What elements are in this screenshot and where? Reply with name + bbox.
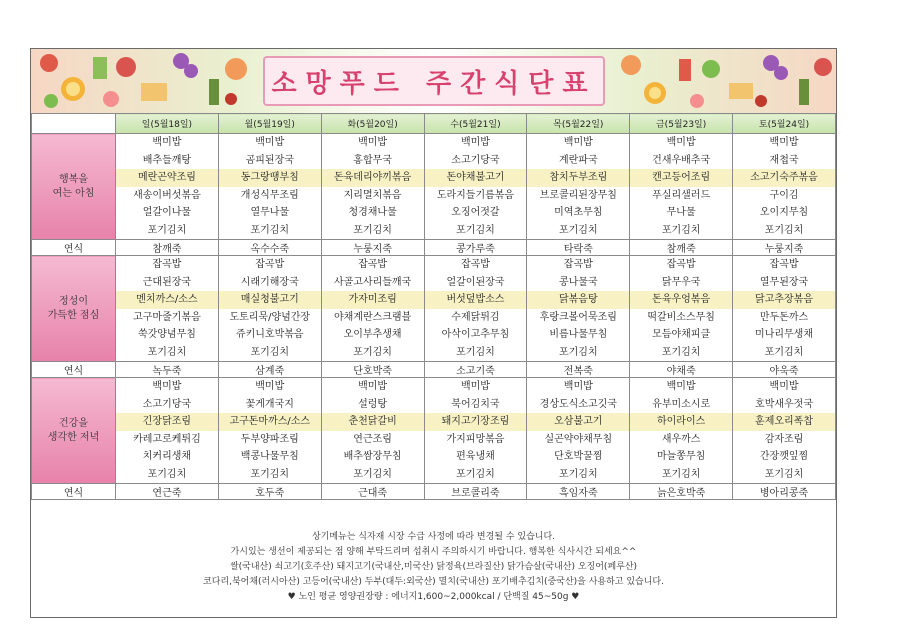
dish-item: 마늘쫑무침 <box>656 451 706 462</box>
soft-meal-item: 녹두죽 <box>116 362 219 378</box>
soft-meal-item: 병아리콩죽 <box>733 484 836 500</box>
dish-item: 포기김치 <box>353 468 392 480</box>
note-line: ♥ 노인 평균 영양권장량 : 에너지1,600~2,000kcal / 단백질 45~50g ♥ <box>287 592 580 602</box>
soft-meal-row <box>32 240 836 256</box>
dish-item: 고구돈마까스/소스 <box>219 413 321 431</box>
day-header: 일(5월18일) <box>116 114 219 134</box>
dish-item: 포기김치 <box>353 346 392 358</box>
dish-item: 닭고추장볶음 <box>733 291 835 309</box>
soft-meal-item: 브로콜리죽 <box>424 484 527 500</box>
dish-item: 백미밥 <box>563 137 593 148</box>
meal-cell <box>218 256 321 362</box>
meal-section-label <box>32 256 116 362</box>
dish-item: 모듬야채피클 <box>652 329 711 340</box>
dish-item: 잡곡밥 <box>460 259 490 270</box>
dish-item: 동그랑땡부침 <box>219 169 321 187</box>
meal-cell <box>321 134 424 240</box>
dish-item: 재첩국 <box>769 154 799 166</box>
dish-item: 백미밥 <box>460 137 490 148</box>
soft-meal-label: 연식 <box>32 240 116 256</box>
dish-item: 실곤약야채무침 <box>544 433 613 445</box>
dish-item: 설렁탕 <box>358 398 388 410</box>
dish-item: 포기김치 <box>147 346 187 358</box>
meal-cell <box>733 256 836 362</box>
dish-item: 춘천닭갈비 <box>322 413 424 431</box>
dish-item: 홍합무국 <box>353 154 392 166</box>
note-line: 상기메뉴는 식자재 시장 수급 사정에 따라 변경될 수 있습니다. <box>311 532 556 542</box>
dish-item: 도라지들기름볶음 <box>436 189 515 201</box>
dish-item: 호박새우젓국 <box>755 398 814 410</box>
dish-item: 백콩나물무침 <box>240 451 299 462</box>
dish-item: 오삼불고기 <box>527 413 629 431</box>
dish-item: 연근조림 <box>353 433 392 445</box>
header-corner <box>32 114 116 134</box>
meal-cell <box>630 134 733 240</box>
dish-item: 지리멸치볶음 <box>343 189 402 201</box>
dish-item: 가지피망볶음 <box>446 433 505 445</box>
section-label-line: 건강을 <box>59 417 88 429</box>
dish-item: 돈야채불고기 <box>425 169 527 187</box>
day-header-row <box>32 114 836 134</box>
dish-item: 가자미조림 <box>322 291 424 309</box>
dish-item: 콩나물국 <box>558 276 598 288</box>
dish-item: 도토리묵/양념간장 <box>229 311 311 323</box>
soft-meal-item: 야채죽 <box>630 362 733 378</box>
dish-item: 쥬키니호박볶음 <box>235 329 304 340</box>
dish-item: 포기김치 <box>147 468 187 480</box>
meal-cell <box>116 134 219 240</box>
dish-item: 청경채나물 <box>348 207 397 218</box>
dish-item: 백미밥 <box>769 137 799 148</box>
page-title: 소망푸드 주간식단표 <box>271 68 597 99</box>
dish-item: 오징어젓갈 <box>451 207 500 218</box>
dish-item: 닭무우국 <box>661 276 701 288</box>
dish-item: 브로콜리된장무침 <box>539 189 617 201</box>
menu-sheet <box>30 48 837 618</box>
dish-item: 무나물 <box>666 207 696 218</box>
dish-item: 포기김치 <box>661 468 701 480</box>
meal-cell <box>424 256 527 362</box>
dish-item: 감자조림 <box>764 433 804 445</box>
day-header: 목(5월22일) <box>527 114 630 134</box>
dish-item: 미역초무침 <box>554 207 603 218</box>
header-banner <box>31 49 836 113</box>
meal-cell <box>630 378 733 484</box>
soft-meal-row <box>32 484 836 500</box>
meal-cell <box>116 378 219 484</box>
soft-meal-label: 연식 <box>32 362 116 378</box>
dish-item: 북어김치국 <box>451 398 500 410</box>
dish-item: 근대된장국 <box>142 276 192 288</box>
dish-item: 포기김치 <box>456 468 495 480</box>
dish-item: 캔고등어조림 <box>630 169 732 187</box>
meal-cell <box>527 378 630 484</box>
soft-meal-item: 흑임자죽 <box>527 484 630 500</box>
day-header: 화(5월20일) <box>321 114 424 134</box>
dish-item: 백미밥 <box>460 381 490 392</box>
dish-item: 사골고사리들깨국 <box>333 276 412 288</box>
dish-item: 후랑크볼어묵조림 <box>539 311 617 323</box>
food-illustration-left <box>31 49 256 113</box>
meal-cell <box>116 256 219 362</box>
note-line: 코다리,북어채(러시아산) 고등어(국내산) 두부(대두:외국산) 멸치(국내산) 포기배추김치(중국산)을 사용하고 있습니다. <box>203 577 664 587</box>
title-box <box>263 56 605 106</box>
dish-item: 포기김치 <box>764 468 804 480</box>
dish-item: 구이김 <box>769 189 799 201</box>
dish-item: 백미밥 <box>152 137 182 148</box>
dish-item: 참치두부조림 <box>527 169 629 187</box>
dish-item: 얼갈이나물 <box>142 207 192 218</box>
meal-cell <box>527 134 630 240</box>
dish-item: 열무된장국 <box>759 276 809 288</box>
dish-item: 계란파국 <box>558 154 598 166</box>
dish-item: 돼지고기장조림 <box>425 413 527 431</box>
soft-meal-item: 전복죽 <box>527 362 630 378</box>
dish-item: 떡갈비소스무침 <box>647 311 715 323</box>
section-label-line: 생각한 저녁 <box>47 431 100 443</box>
soft-meal-item: 늙은호박죽 <box>630 484 733 500</box>
dish-item: 포기김치 <box>250 346 290 358</box>
soft-meal-label: 연식 <box>32 484 116 500</box>
dish-item: 유부미소시로 <box>652 398 711 410</box>
dish-item: 돈육우엉볶음 <box>630 291 732 309</box>
dish-item: 카레고로케튀김 <box>133 433 201 445</box>
dish-item: 버섯덮밥소스 <box>425 291 527 309</box>
dish-item: 긴장닭조림 <box>116 413 218 431</box>
dish-item: 오이지무침 <box>759 207 809 218</box>
weekly-menu-table <box>31 113 836 500</box>
section-label-line: 행복을 <box>59 173 88 185</box>
meal-section-label <box>32 134 116 240</box>
dish-item: 백미밥 <box>666 137 696 148</box>
dish-item: 잡곡밥 <box>563 259 593 270</box>
dish-item: 포기김치 <box>353 224 392 236</box>
dish-item: 편육냉채 <box>456 451 495 462</box>
soft-meal-item: 누룽지죽 <box>733 240 836 256</box>
dish-item: 만두돈까스 <box>759 311 809 323</box>
dish-item: 개성식무조림 <box>240 189 299 201</box>
dish-item: 단호박꿀찜 <box>554 451 603 462</box>
meal-cell <box>733 134 836 240</box>
dish-item: 아삭이고추무침 <box>441 329 510 340</box>
dish-item: 포기김치 <box>558 346 598 358</box>
day-header: 금(5월23일) <box>630 114 733 134</box>
meal-cell <box>733 378 836 484</box>
soft-meal-item: 단호박죽 <box>321 362 424 378</box>
dish-item: 포기김치 <box>558 224 598 236</box>
soft-meal-item: 소고기죽 <box>424 362 527 378</box>
soft-meal-item: 옥수수죽 <box>218 240 321 256</box>
soft-meal-item: 콩가루죽 <box>424 240 527 256</box>
dish-item: 훈제오리폭찹 <box>733 413 835 431</box>
dish-item: 소고기당국 <box>451 154 500 166</box>
dish-item: 배추쌈장무침 <box>343 451 402 462</box>
meal-row <box>32 134 836 240</box>
dish-item: 미나리무생채 <box>755 329 814 340</box>
soft-meal-row <box>32 362 836 378</box>
notes-area <box>31 525 836 617</box>
dish-item: 열무나물 <box>250 207 290 218</box>
dish-item: 백미밥 <box>152 381 182 392</box>
dish-item: 메란곤약조림 <box>116 169 218 187</box>
dish-item: 경상도식소고깃국 <box>539 398 617 410</box>
dish-item: 포기김치 <box>558 468 598 480</box>
section-label-line: 가득한 점심 <box>47 309 100 321</box>
dish-item: 소고기당국 <box>142 398 192 410</box>
dish-item: 잡곡밥 <box>152 259 182 270</box>
soft-meal-item: 누룽지죽 <box>321 240 424 256</box>
dish-item: 돈육데리야끼볶음 <box>322 169 424 187</box>
section-label-line: 정성이 <box>59 295 88 307</box>
dish-item: 간장깻잎찜 <box>759 451 809 462</box>
soft-meal-item: 삼계죽 <box>218 362 321 378</box>
dish-item: 잡곡밥 <box>255 259 285 270</box>
meal-cell <box>424 134 527 240</box>
meal-cell <box>218 134 321 240</box>
food-illustration-right <box>611 49 836 113</box>
dish-item: 포기김치 <box>250 468 290 480</box>
soft-meal-item: 참깨죽 <box>630 240 733 256</box>
dish-item: 배추들깨탕 <box>142 154 192 166</box>
meal-cell <box>218 378 321 484</box>
soft-meal-item: 호두죽 <box>218 484 321 500</box>
day-header: 수(5월21일) <box>424 114 527 134</box>
dish-item: 비름나물무침 <box>549 329 608 340</box>
dish-item: 얼갈이된장국 <box>446 276 505 288</box>
meal-row <box>32 378 836 484</box>
soft-meal-item: 연근죽 <box>116 484 219 500</box>
dish-item: 백미밥 <box>358 381 388 392</box>
note-line: 가시있는 생선이 제공되는 점 양해 부탁드리며 섭취시 주의하시기 바랍니다. 행복한 식사시간 되세요^^ <box>230 547 637 557</box>
meal-cell <box>321 378 424 484</box>
day-header: 월(5월19일) <box>218 114 321 134</box>
day-header: 토(5월24일) <box>733 114 836 134</box>
soft-meal-item: 참깨죽 <box>116 240 219 256</box>
note-line: 쌀(국내산) 쇠고기(호주산) 돼지고기(국내산,미국산) 닭정육(브라질산) 닭가슴살(국내산) 오징어(페루산) <box>229 562 638 572</box>
dish-item: 백미밥 <box>255 137 285 148</box>
dish-item: 멘치까스/소스 <box>116 291 218 309</box>
dish-item: 백미밥 <box>666 381 696 392</box>
meal-cell <box>424 378 527 484</box>
dish-item: 포기김치 <box>661 346 701 358</box>
dish-item: 백미밥 <box>769 381 799 392</box>
dish-item: 백미밥 <box>358 137 388 148</box>
dish-item: 백미밥 <box>255 381 285 392</box>
dish-item: 잡곡밥 <box>358 259 388 270</box>
dish-item: 닭볶음탕 <box>527 291 629 309</box>
soft-meal-item: 야욱죽 <box>733 362 836 378</box>
dish-item: 포기김치 <box>764 224 804 236</box>
dish-item: 새우까스 <box>661 433 701 445</box>
dish-item: 소고기숙주볶음 <box>733 169 835 187</box>
dish-item: 곰피된장국 <box>245 154 294 166</box>
dish-item: 포기김치 <box>661 224 701 236</box>
dish-item: 수제닭튀김 <box>451 311 500 323</box>
meal-cell <box>321 256 424 362</box>
dish-item: 하이라이스 <box>630 413 732 431</box>
dish-item: 시래기해장국 <box>240 276 299 288</box>
dish-item: 두부양파조림 <box>240 433 299 445</box>
dish-item: 푸실리샐러드 <box>652 189 711 201</box>
meal-row <box>32 256 836 362</box>
section-label-line: 여는 아침 <box>52 187 95 199</box>
dish-item: 치커리생채 <box>142 451 192 462</box>
dish-item: 백미밥 <box>563 381 593 392</box>
meal-section-label <box>32 378 116 484</box>
dish-item: 꽃게개국지 <box>245 398 294 410</box>
dish-item: 포기김치 <box>764 346 804 358</box>
dish-item: 새송이버섯볶음 <box>133 189 201 201</box>
dish-item: 고구마줄기볶음 <box>133 311 201 323</box>
dish-item: 포기김치 <box>456 346 495 358</box>
meal-cell <box>630 256 733 362</box>
dish-item: 오이부추생채 <box>343 329 402 340</box>
dish-item: 포기김치 <box>456 224 495 236</box>
dish-item: 잡곡밥 <box>769 259 799 270</box>
dish-item: 포기김치 <box>250 224 290 236</box>
dish-item: 야채계란스크램블 <box>333 311 412 323</box>
soft-meal-item: 타락죽 <box>527 240 630 256</box>
dish-item: 건새우배추국 <box>652 154 711 166</box>
dish-item: 쑥갓양념무침 <box>137 329 196 340</box>
meal-cell <box>527 256 630 362</box>
dish-item: 잡곡밥 <box>666 259 696 270</box>
soft-meal-item: 근대죽 <box>321 484 424 500</box>
dish-item: 매실청불고기 <box>219 291 321 309</box>
dish-item: 포기김치 <box>147 224 187 236</box>
